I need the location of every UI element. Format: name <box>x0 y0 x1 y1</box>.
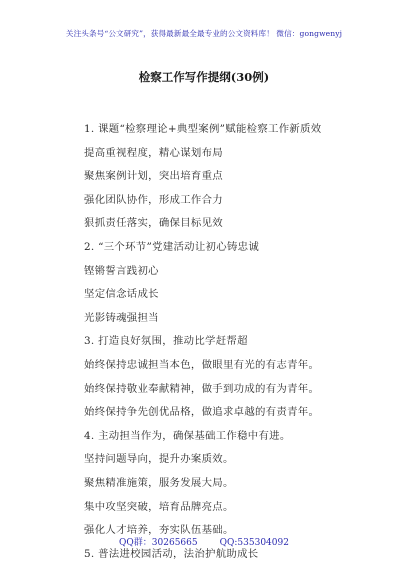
body-line: 5. 普法进校园活动，法治护航助成长 <box>84 547 259 560</box>
body-line: 3. 打造良好氛围，推动比学赶帮超 <box>84 335 248 348</box>
qq-group-text: QQ群：30265665 <box>119 538 198 548</box>
body-line: 光影铸魂强担当 <box>84 311 159 324</box>
footer-contact <box>0 535 408 548</box>
body-line: 强化人才培养，夯实队伍基础。 <box>84 524 234 537</box>
body-line: 聚焦案例计划，突出培育重点 <box>84 170 223 183</box>
document-title: 检察工作写作提纲(30例) <box>138 70 270 84</box>
body-line: 提高重视程度，精心谋划布局 <box>84 146 223 159</box>
body-line: 始终保持忠诚担当本色，做眼里有光的有志青年。 <box>84 358 320 371</box>
qq-number-text: QQ:535304092 <box>219 538 289 548</box>
header-note: 关注头条号“公文研究”，获得最新最全最专业的公文资料库！ 微信：gongwenyj <box>65 29 343 38</box>
body-line: 始终保持敬业奉献精神，做手到功成的有为青年。 <box>84 382 320 395</box>
body-line: 始终保持争先创优品格，做追求卓越的有责青年。 <box>84 406 320 419</box>
body-line: 2. “三个环节”党建活动让初心铸忠诚 <box>84 240 260 253</box>
body-line: 4. 主动担当作为，确保基础工作稳中有进。 <box>84 429 291 442</box>
body-line: 聚焦精准施策，服务发展大局。 <box>84 476 234 489</box>
body-line: 强化团队协作，形成工作合力 <box>84 193 223 206</box>
document-body <box>84 118 384 566</box>
body-line: 狠抓责任落实，确保目标见效 <box>84 217 223 230</box>
body-line: 坚定信念话成长 <box>84 288 159 301</box>
body-line: 集中攻坚突破，培育品牌亮点。 <box>84 500 234 513</box>
body-line: 铿锵誓言践初心 <box>84 264 159 277</box>
body-line: 1. 课题“检察理论+典型案例”赋能检察工作新质效 <box>84 123 322 135</box>
body-line: 坚持问题导向，提升办案质效。 <box>84 453 234 466</box>
